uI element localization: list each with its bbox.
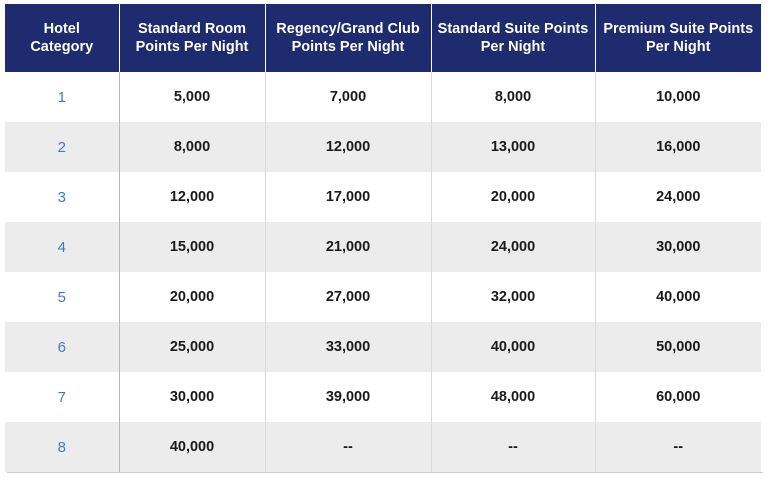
cell-standard-room: 30,000 [119,372,265,422]
cell-standard-suite: 40,000 [431,322,595,372]
cell-standard-suite: -- [431,422,595,472]
column-header-premium-suite: Premium Suite Points Per Night [595,4,761,72]
cell-regency-club: 7,000 [265,72,431,122]
cell-regency-club: 17,000 [265,172,431,222]
cell-regency-club: 27,000 [265,272,431,322]
table-row [5,222,761,272]
column-header-standard-suite: Standard Suite Points Per Night [431,4,595,72]
cell-standard-suite: 32,000 [431,272,595,322]
table-row [5,272,761,322]
cell-premium-suite: 24,000 [595,172,761,222]
cell-premium-suite: 16,000 [595,122,761,172]
cell-standard-room: 20,000 [119,272,265,322]
cell-standard-suite: 13,000 [431,122,595,172]
column-header-standard-room: Standard Room Points Per Night [119,4,265,72]
cell-standard-suite: 48,000 [431,372,595,422]
cell-category: 8 [5,422,119,472]
table-header-row [5,4,761,72]
table-row [5,372,761,422]
cell-premium-suite: 40,000 [595,272,761,322]
cell-standard-room: 25,000 [119,322,265,372]
cell-regency-club: 21,000 [265,222,431,272]
cell-regency-club: 33,000 [265,322,431,372]
table-row [5,72,761,122]
cell-regency-club: 39,000 [265,372,431,422]
cell-standard-room: 12,000 [119,172,265,222]
cell-category: 4 [5,222,119,272]
cell-standard-room: 15,000 [119,222,265,272]
column-header-hotel-category: Hotel Category [5,4,119,72]
table-row [5,172,761,222]
cell-category: 2 [5,122,119,172]
table-row [5,122,761,172]
table-header [5,4,761,72]
cell-regency-club: -- [265,422,431,472]
cell-premium-suite: 60,000 [595,372,761,422]
table-row [5,422,761,472]
cell-standard-suite: 20,000 [431,172,595,222]
cell-standard-suite: 8,000 [431,72,595,122]
cell-premium-suite: 10,000 [595,72,761,122]
cell-category: 1 [5,72,119,122]
cell-premium-suite: 30,000 [595,222,761,272]
column-header-regency-grand-club: Regency/Grand Club Points Per Night [265,4,431,72]
cell-standard-suite: 24,000 [431,222,595,272]
cell-standard-room: 8,000 [119,122,265,172]
hotel-points-table [5,4,761,472]
cell-category: 3 [5,172,119,222]
table-row [5,322,761,372]
points-table-container [5,0,765,473]
cell-category: 7 [5,372,119,422]
cell-category: 6 [5,322,119,372]
cell-category: 5 [5,272,119,322]
cell-standard-room: 5,000 [119,72,265,122]
table-bottom-divider [7,472,763,473]
cell-premium-suite: -- [595,422,761,472]
table-body [5,72,761,472]
cell-standard-room: 40,000 [119,422,265,472]
cell-premium-suite: 50,000 [595,322,761,372]
cell-regency-club: 12,000 [265,122,431,172]
